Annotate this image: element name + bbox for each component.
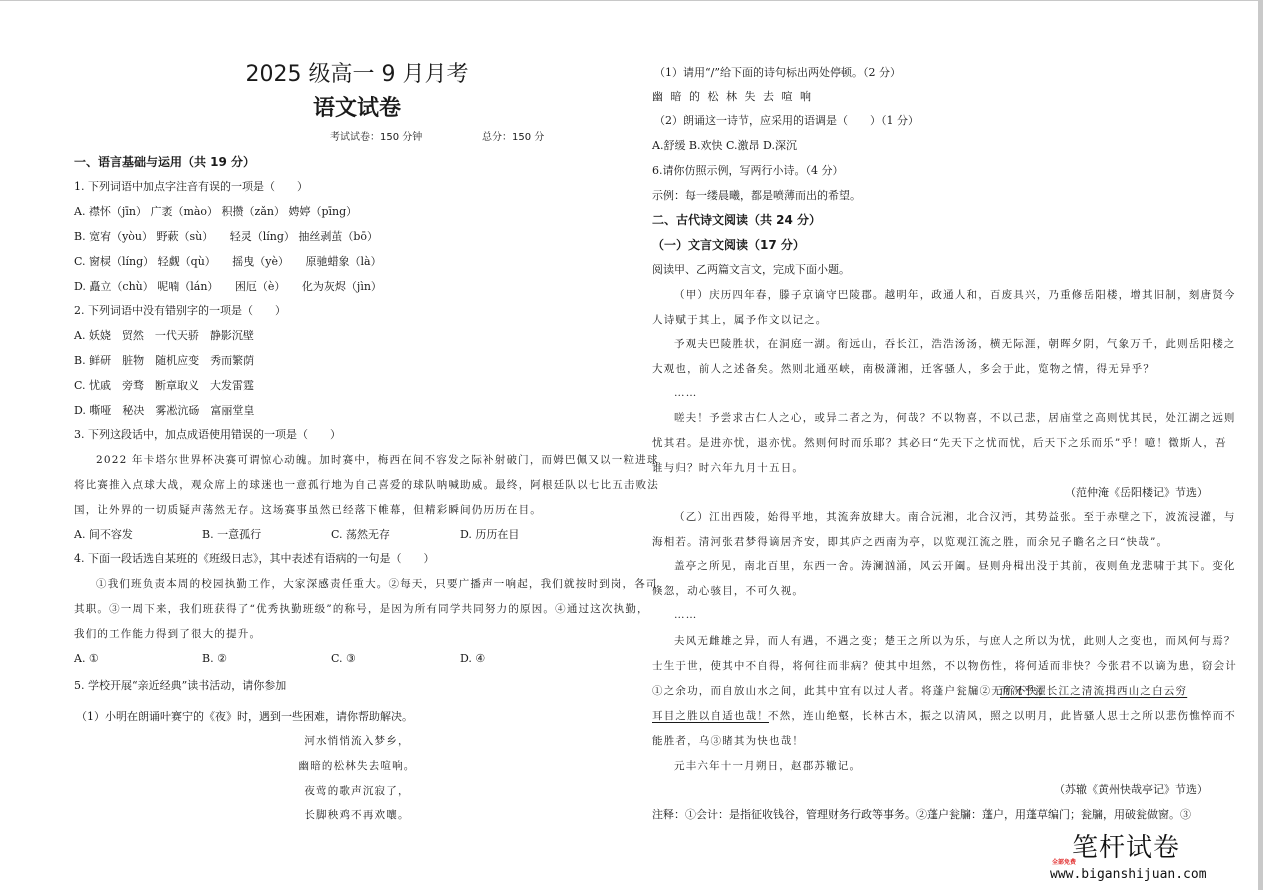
q2-option-d: D. 嘶哑 秘决 雾凇沆砀 富丽堂皇: [74, 404, 255, 417]
exam-title: 2025 级高一 9 月月考: [245, 62, 469, 87]
page-top-border: [0, 0, 1258, 1]
q5-stem: 5. 学校开展“亲近经典”读书活动，请你参加: [74, 679, 287, 692]
q4-passage-line: ①我们班负责本周的校园执勤工作，大家深感责任重大。②每天，只要广播声一响起，我们就按时到岗，各司: [96, 578, 658, 590]
passage-b-line: 盖亭之所见，南北百里，东西一舍。涛澜汹涌，风云开阖。昼则舟楫出没于其前，夜则鱼龙悲啸于其下。变化: [674, 560, 1236, 572]
q3-option-a: A. 间不容发: [74, 528, 133, 541]
exam-subject-title: 语文试卷: [312, 96, 401, 121]
q3-option-c: C. 荡然无存: [331, 528, 391, 541]
passage-a-source: （范仲淹《岳阳楼记》节选）: [1065, 486, 1208, 499]
watermark-url: www.biganshijuan.com: [1050, 867, 1207, 882]
passage-a-ellipsis: ……: [674, 387, 698, 399]
poem-line: 幽暗的松林失去喧响。: [298, 760, 416, 772]
passage-b-line: （乙）江出西陵，始得平地，其流奔放肆大。南合沅湘，北合汉沔，其势益张。至于赤壁之下，波流浸灌，与: [674, 511, 1236, 523]
passage-b-line: 不然，连山绝壑，长林古木，振之以清风，照之以明月，此皆骚人思士之所以悲伤憔悴而不: [768, 710, 1236, 722]
watermark-tag: 全部免费: [1052, 859, 1077, 866]
q6-example: 示例：每一缕晨曦，都是喷薄而出的希望。: [652, 189, 861, 202]
exam-time: 考试试卷：150 分钟: [330, 132, 423, 143]
q3-option-b: B. 一意孤行: [202, 528, 262, 541]
q5-sub1: （1）小明在朗诵叶赛宁的《夜》时，遇到一些困难，请你帮助解决。: [76, 710, 413, 723]
poem-line: 长脚秧鸡不再欢嚷。: [304, 809, 410, 821]
q4-passage-line: 其职。③一周下来，我们班获得了“优秀执勤班级”的称号，是因为所有同学共同努力的原因。④通过这次执勤，: [74, 603, 649, 615]
section-2-title: 二、古代诗文阅读（共 24 分）: [652, 213, 822, 227]
passage-a-line: 忧其君。是进亦忧，退亦忧。然则何时而乐耶？其必曰“先天下之忧而忧，后天下之乐而乐”乎！噫！微斯人，吾: [652, 437, 1227, 449]
total-score: 总分：150 分: [482, 132, 545, 143]
passage-b-line: 能胜者，乌③睹其为快也哉！: [652, 735, 805, 747]
passage-b-line: 元丰六年十一月朔日，赵郡苏辙记。: [674, 760, 862, 772]
passage-b-line: 士生于世，使其中不自得，将何往而非病？使其中坦然，不以物伤性，将何适而非快？今张君不以谪为患，窃会计: [652, 660, 1237, 672]
q2-option-a: A. 妖娆 贸然 一代天骄 静影沉壁: [74, 329, 254, 342]
q1-stem: 1. 下列词语中加点字注音有误的一项是（ ）: [74, 180, 308, 193]
q3-passage-line: 国，让外界的一切质疑声荡然无存。这场赛事虽然已经落下帷幕，但精彩瞬间仍历历在目。: [74, 504, 542, 516]
passage-b-line: 夫风无雌雄之异，而人有遇，不遇之变；楚王之所以为乐，与庶人之所以为忧，此则人之变也，而风何与焉？: [674, 635, 1236, 647]
vertical-scrollbar[interactable]: [1258, 0, 1263, 890]
q4-option-d: D. ④: [460, 652, 486, 665]
subsection-1-title: （一）文言文阅读（17 分）: [652, 238, 805, 252]
q3-stem: 3. 下列这段话中，加点成语使用错误的一项是（ ）: [74, 428, 341, 441]
q4-option-b: B. ②: [202, 652, 227, 665]
passage-a-line: 嗟夫！予尝求古仁人之心，或异二者之为，何哉？不以物喜，不以己悲，居庙堂之高则忧其民，处江湖之远则: [674, 412, 1236, 424]
q6-stem: 6.请你仿照示例，写两行小诗。（4 分）: [652, 164, 844, 177]
passage-b-line: 倏忽，动心骇目，不可久视。: [652, 585, 805, 597]
q2-option-c: C. 忧戚 旁骛 断章取义 大发雷霆: [74, 379, 255, 392]
q4-option-a: A. ①: [74, 652, 99, 665]
passage-a-line: 予观夫巴陵胜状，在洞庭一湖。衔远山，吞长江，浩浩汤汤，横无际涯，朝晖夕阴，气象万千，此则岳阳楼之: [674, 338, 1236, 350]
passage-a-line: （甲）庆历四年春，滕子京谪守巴陵郡。越明年，政通人和，百废具兴，乃重修岳阳楼，增其旧制，刻唐贤今: [674, 289, 1236, 301]
passage-b-line: 海相若。清河张君梦得谪居齐安，即其庐之西南为亭，以览观江流之胜，而余兄子瞻名之曰“快哉”。: [652, 536, 1169, 548]
q1-option-b: B. 宽宥（yòu） 野蔌（sù） 轻灵（líng） 抽丝剥茧（bō）: [74, 230, 379, 243]
q3-passage-line: 将比赛推入点球大战，观众席上的球迷也一意孤行地为自己喜爱的球队呐喊助威。最终，阿根廷队以七比五击败法: [74, 479, 659, 491]
q2-option-b: B. 鲜研 脏物 随机应变 秀而繁荫: [74, 354, 255, 367]
watermark-title: 笔杆试卷: [1072, 833, 1181, 863]
q2-stem: 2. 下列词语中没有错别字的一项是（ ）: [74, 304, 286, 317]
passage-b-line: ①之余功，而自放山水之间，此其中宜有以过人者。将蓬户瓮牖②无所不快；: [652, 685, 1050, 697]
passage-a-line: 人诗赋于其上，属予作文以记之。: [652, 314, 828, 326]
poem-line: 夜莺的歌声沉寂了，: [304, 785, 410, 797]
section-1-title: 一、语言基础与运用（共 19 分）: [74, 155, 256, 169]
q1-option-c: C. 窗棂（líng） 轻觑（qù） 摇曳（yè） 原驰蜡象（là）: [74, 255, 382, 268]
passage-b-underlined-sentence: 耳目之胜以自适也哉！: [652, 710, 769, 722]
poem-line: 河水悄悄流入梦乡，: [304, 735, 410, 747]
q5-part2: （2）朗诵这一诗节，应采用的语调是（ ）（1 分）: [654, 114, 919, 127]
q1-option-a: A. 襟怀（jīn） 广袤（mào） 积攒（zǎn） 娉婷（pīng）: [74, 205, 358, 218]
q5-part1: （1）请用“/”给下面的诗句标出两处停顿。（2 分）: [654, 66, 901, 79]
q1-option-d: D. 矗立（chù） 呢喃（lán） 困厄（è） 化为灰烬（jìn）: [74, 280, 382, 293]
passage-a-line: 大观也，前人之述备矣。然则北通巫峡，南极潇湘，迁客骚人，多会于此，览物之情，得无异乎？: [652, 363, 1156, 375]
annotation-notes: 注释：①会计：是指征收钱谷，管理财务行政等事务。②蓬户瓮牖：蓬户，用蓬草编门；瓮牖，用破瓮做窗。③: [652, 808, 1191, 821]
q4-passage-line: 我们的工作能力得到了很大的提升。: [74, 628, 262, 640]
q4-stem: 4. 下面一段话选自某班的《班级日志》，其中表述有语病的一句是（ ）: [74, 552, 435, 565]
passage-a-line: 谁与归？时六年九月十五日。: [652, 462, 805, 474]
passage-b-ellipsis: ……: [674, 609, 698, 621]
q5-options: A.舒缓 B.欢快 C.激昂 D.深沉: [652, 139, 797, 152]
q5-poem-line-to-mark: 幽 暗 的 松 林 失 去 喧 响: [652, 90, 813, 103]
passage-b-underlined-sentence: 而况乎濯长江之清流揖西山之白云穷: [1000, 685, 1188, 697]
reading-instruction: 阅读甲、乙两篇文言文，完成下面小题。: [652, 263, 850, 276]
q4-option-c: C. ③: [331, 652, 356, 665]
q3-option-d: D. 历历在目: [460, 528, 520, 541]
passage-b-source: （苏辙《黄州快哉亭记》节选）: [1054, 783, 1208, 796]
watermark-logo: [1050, 833, 1250, 888]
q3-passage-line: 2022 年卡塔尔世界杯决赛可谓惊心动魄。加时赛中，梅西在间不容发之际补射破门，而姆巴佩又以一粒进球: [96, 454, 659, 466]
